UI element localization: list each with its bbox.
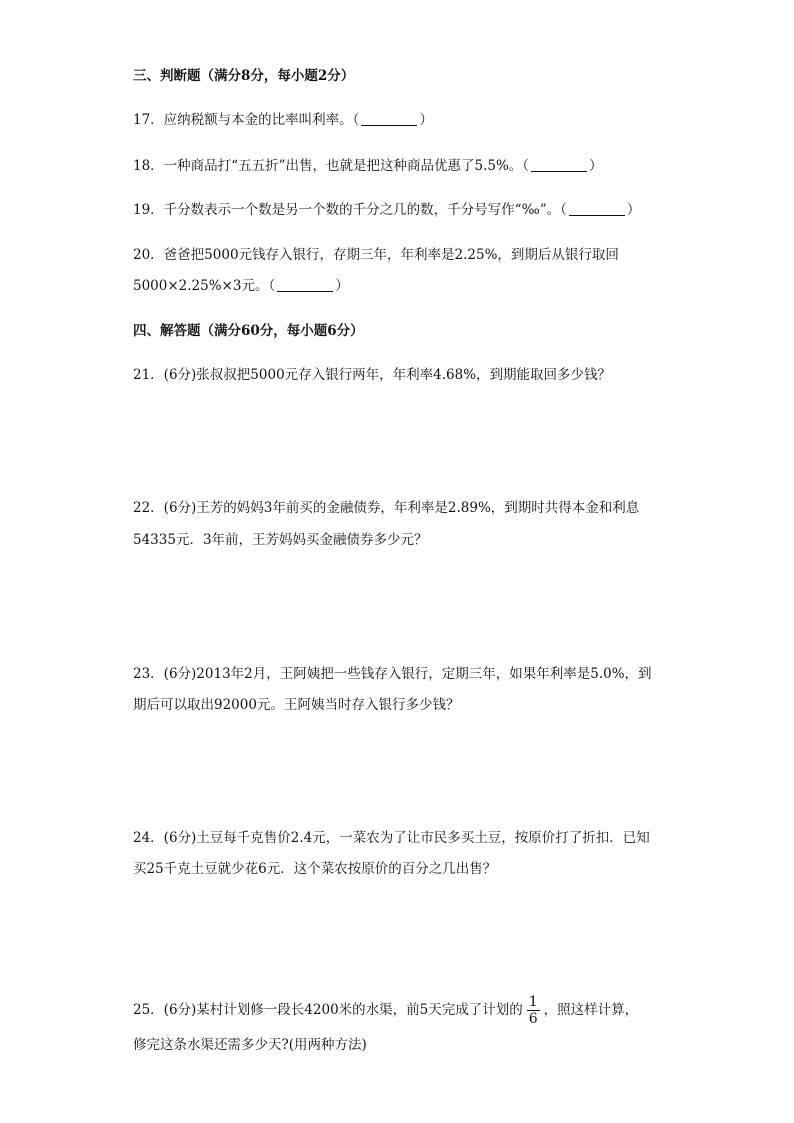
section-3-heading: 三、判断题（满分8分，每小题2分）: [133, 68, 355, 84]
question-20-line-2: [133, 276, 349, 296]
question-18-text: 18．一种商品打“五五折”出售，也就是把这种商品优惠了5.5%。（: [133, 158, 530, 174]
section-4-heading: 四、解答题（满分60分，每小题6分）: [133, 323, 364, 339]
question-21: 21．(6分)张叔叔把5000元存入银行两年，年利率4.68%，到期能取回多少钱？: [133, 367, 612, 383]
answer-blank-17[interactable]: [361, 124, 417, 126]
fraction-one-sixth: [527, 994, 540, 1027]
question-17: [133, 110, 433, 130]
question-25-line-2: 修完这条水渠还需多少天?(用两种方法): [133, 1037, 367, 1053]
question-24-line-1: 24．(6分)土豆每千克售价2.4元，一菜农为了让市民多买土豆，按原价打了折扣．已知: [133, 830, 650, 846]
question-25-line-1: [133, 992, 638, 1028]
answer-blank-18[interactable]: [531, 170, 587, 172]
question-20-text: 5000×2.25%×3元。（: [133, 278, 276, 294]
question-22-line-2: 54335元．3年前，王芳妈妈买金融债券多少元？: [133, 532, 428, 548]
question-18: [133, 156, 603, 176]
fraction-numerator: 1: [528, 994, 538, 1010]
question-24-line-2: 买25千克土豆就少花6元．这个菜农按原价的百分之几出售？: [133, 861, 497, 877]
question-20-line-1: 20．爸爸把5000元钱存入银行，存期三年，年利率是2.25%，到期后从银行取回: [133, 247, 619, 263]
question-20-close: ）: [335, 278, 349, 294]
question-23-line-2: 期后可以取出92000元。王阿姨当时存入银行多少钱？: [133, 697, 460, 713]
question-22-line-1: 22．(6分)王芳的妈妈3年前买的金融债券，年利率是2.89%，到期时共得本金和利息: [133, 500, 640, 516]
question-18-close: ）: [589, 158, 603, 174]
question-19-text: 19．千分数表示一个数是另一个数的千分之几的数，千分号写作“‰”。（: [133, 202, 567, 218]
answer-blank-20[interactable]: [277, 290, 333, 292]
question-19-close: ）: [626, 202, 641, 218]
question-23-line-1: 23．(6分)2013年2月，王阿姨把一些钱存入银行，定期三年，如果年利率是5.0%，到: [133, 666, 652, 682]
question-17-close: ）: [419, 112, 433, 128]
question-25-text-a: 25．(6分)某村计划修一段长4200米的水渠，前5天完成了计划的: [133, 1002, 523, 1018]
question-25-text-b: ，照这样计算，: [543, 1002, 639, 1018]
question-19: [133, 200, 640, 220]
answer-blank-19[interactable]: [569, 214, 625, 216]
question-17-text: 17．应纳税额与本金的比率叫利率。（: [133, 112, 360, 128]
fraction-denominator: 6: [528, 1011, 538, 1027]
